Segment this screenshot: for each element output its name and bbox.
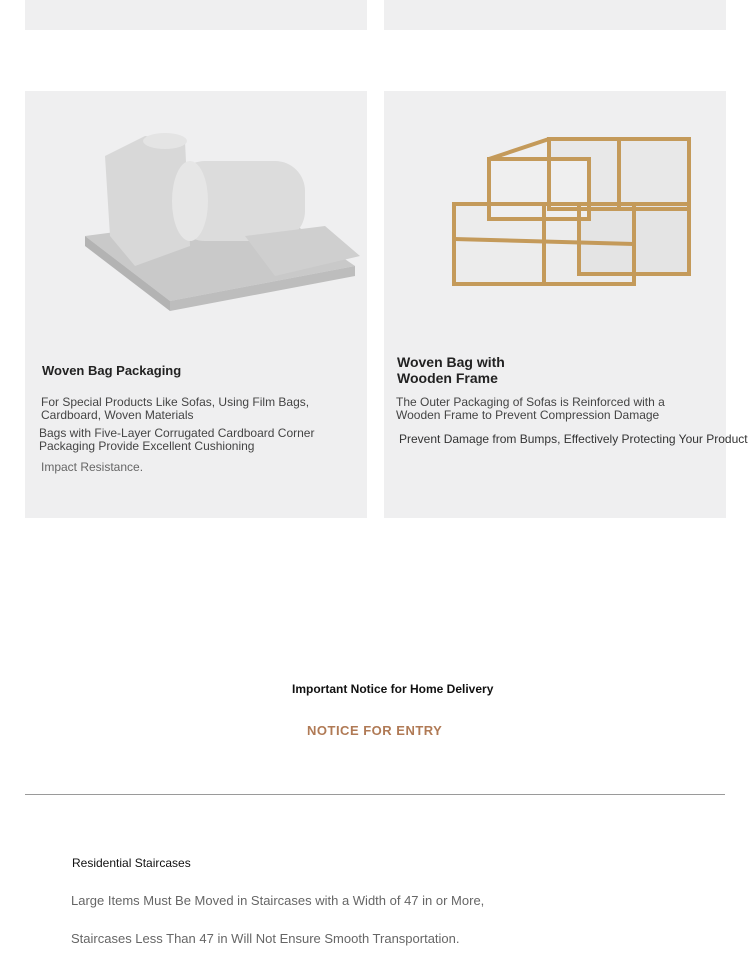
- card-description: Impact Resistance.: [41, 460, 144, 474]
- product-card-top-left: [25, 0, 367, 30]
- woven-bag-card: [25, 91, 367, 518]
- section-divider: [25, 794, 725, 795]
- wooden-frame-card: [384, 91, 748, 518]
- wrapped-sofa-image: [75, 116, 365, 316]
- card-description: Prevent Damage from Bumps, Effectively Protecting Your Product: [399, 432, 748, 446]
- card-description: Bags with Five-Layer Corrugated Cardboard Corner Packaging Provide Excellent Cushioning: [39, 426, 315, 453]
- card-description: For Special Products Like Sofas, Using Film Bags, Cardboard, Woven Materials: [41, 395, 310, 422]
- crated-sofa-image: [429, 119, 699, 309]
- staircases-text: Large Items Must Be Moved in Staircases with a Width of 47 in or More,: [71, 893, 485, 908]
- notice-title: Important Notice for Home Delivery: [292, 682, 494, 696]
- card-title: Woven Bag Packaging: [42, 363, 182, 378]
- card-title: Woven Bag with Wooden Frame: [397, 354, 505, 386]
- product-card-top-right: [384, 0, 726, 30]
- notice-subtitle: NOTICE FOR ENTRY: [307, 723, 443, 738]
- staircases-text: Staircases Less Than 47 in Will Not Ensure Smooth Transportation.: [71, 931, 460, 946]
- card-description: The Outer Packaging of Sofas is Reinforced with a Wooden Frame to Prevent Compression Damage: [396, 395, 665, 422]
- staircases-title: Residential Staircases: [72, 856, 191, 870]
